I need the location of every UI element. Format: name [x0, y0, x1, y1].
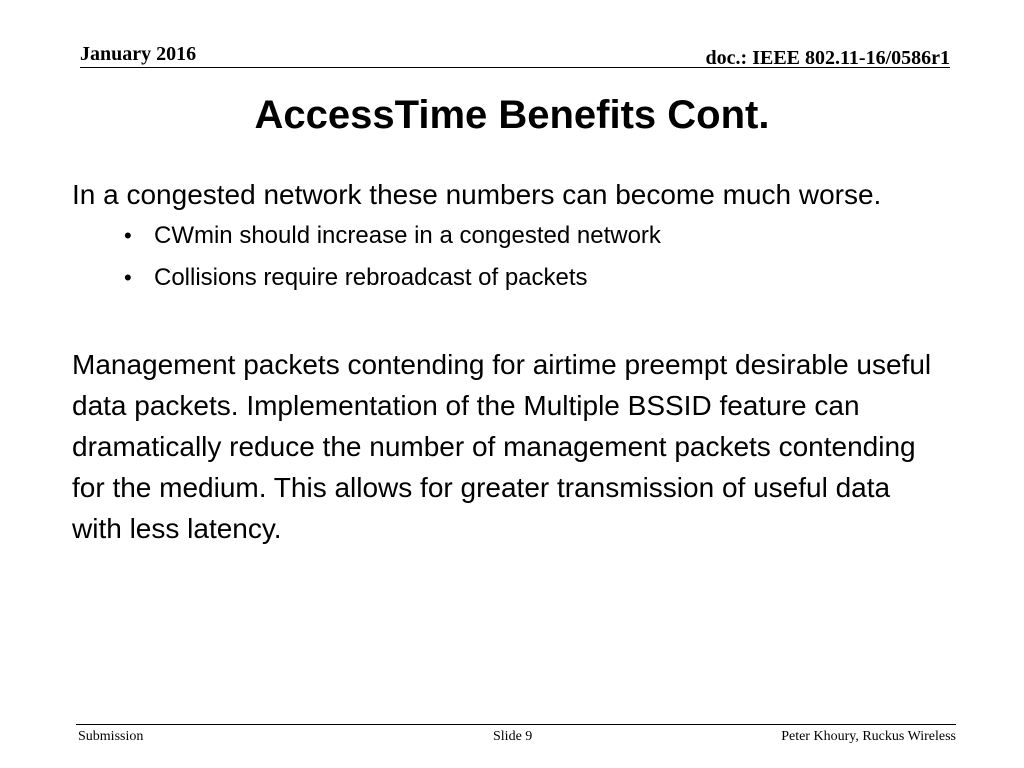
header-divider — [80, 67, 950, 68]
bullet-icon: • — [124, 223, 132, 248]
footer-submission: Submission — [78, 729, 144, 744]
body-paragraph-1: In a congested network these numbers can become much worse. — [72, 179, 882, 210]
bullet-item — [72, 215, 952, 257]
header-doc-id: doc.: IEEE 802.11-16/0586r1 — [705, 47, 950, 69]
bullet-item — [72, 257, 952, 299]
bullet-text: Collisions require rebroadcast of packets — [154, 264, 588, 291]
bullet-icon: • — [124, 265, 132, 290]
footer-slide-number: Slide 9 — [493, 729, 533, 744]
slide-body — [72, 174, 952, 549]
slide-title: AccessTime Benefits Cont. — [254, 93, 770, 137]
header-date: January 2016 — [80, 43, 197, 65]
body-paragraph-2: Management packets contending for airtime preempt desirable useful data packets. Implementation of the Multiple BSSID feature can dramatically reduce the number of management packets contending for the medium. This allows for greater transmission of useful data with less latency. — [72, 349, 932, 544]
bullet-text: CWmin should increase in a congested network — [154, 222, 661, 249]
footer-divider — [76, 724, 956, 725]
footer-author: Peter Khoury, Ruckus Wireless — [781, 729, 956, 744]
bullet-list — [72, 215, 952, 299]
